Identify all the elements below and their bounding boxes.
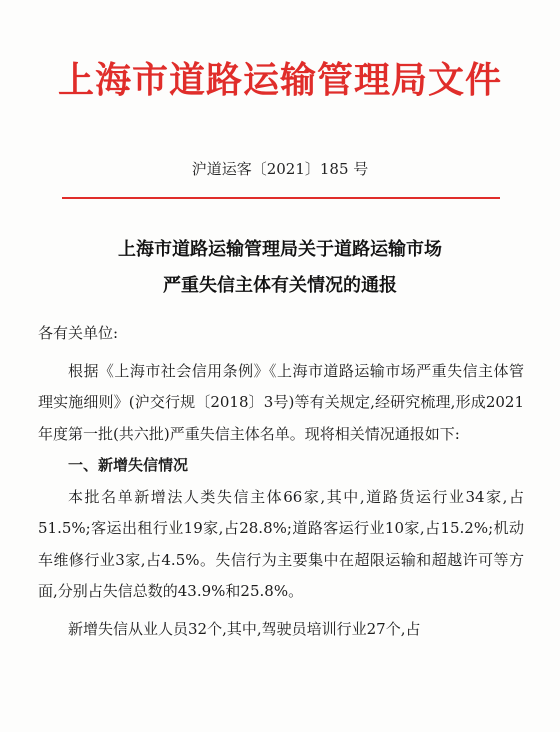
- paragraph-basis: 根据《上海市社会信用条例》《上海市道路运输市场严重失信主体管理实施细则》(沪交行规〔2018〕3号)等有关规定,经研究梳理,形成2021年度第一批(共六批)严重失信主体名单。现将相关情况通报如下:: [38, 361, 524, 443]
- document-title-line-2: 严重失信主体有关情况的通报: [163, 275, 397, 296]
- document-body: [38, 318, 524, 645]
- red-divider-line: [62, 197, 500, 199]
- document-number: 沪道运客〔2021〕185 号: [191, 160, 369, 178]
- paragraph-new-legal-entities: 本批名单新增法人类失信主体66家,其中,道路货运行业34家,占51.5%;客运出租行业19家,占28.8%;道路客运行业10家,占15.2%;机动车维修行业3家,占4.5%。失信行为主要集中在超限运输和超越许可等方面,分别占失信总数的43.9%和25.8%。: [38, 487, 524, 600]
- document-title-line-1: 上海市道路运输管理局关于道路运输市场: [118, 239, 442, 260]
- section-heading-new-dishonesty: 一、新增失信情况: [68, 456, 189, 474]
- salutation: 各有关单位:: [38, 324, 119, 342]
- document-header-title: 上海市道路运输管理局文件: [57, 59, 502, 101]
- document-title: [0, 232, 560, 304]
- paragraph-new-practitioners: 新增失信从业人员32个,其中,驾驶员培训行业27个,占: [68, 619, 421, 638]
